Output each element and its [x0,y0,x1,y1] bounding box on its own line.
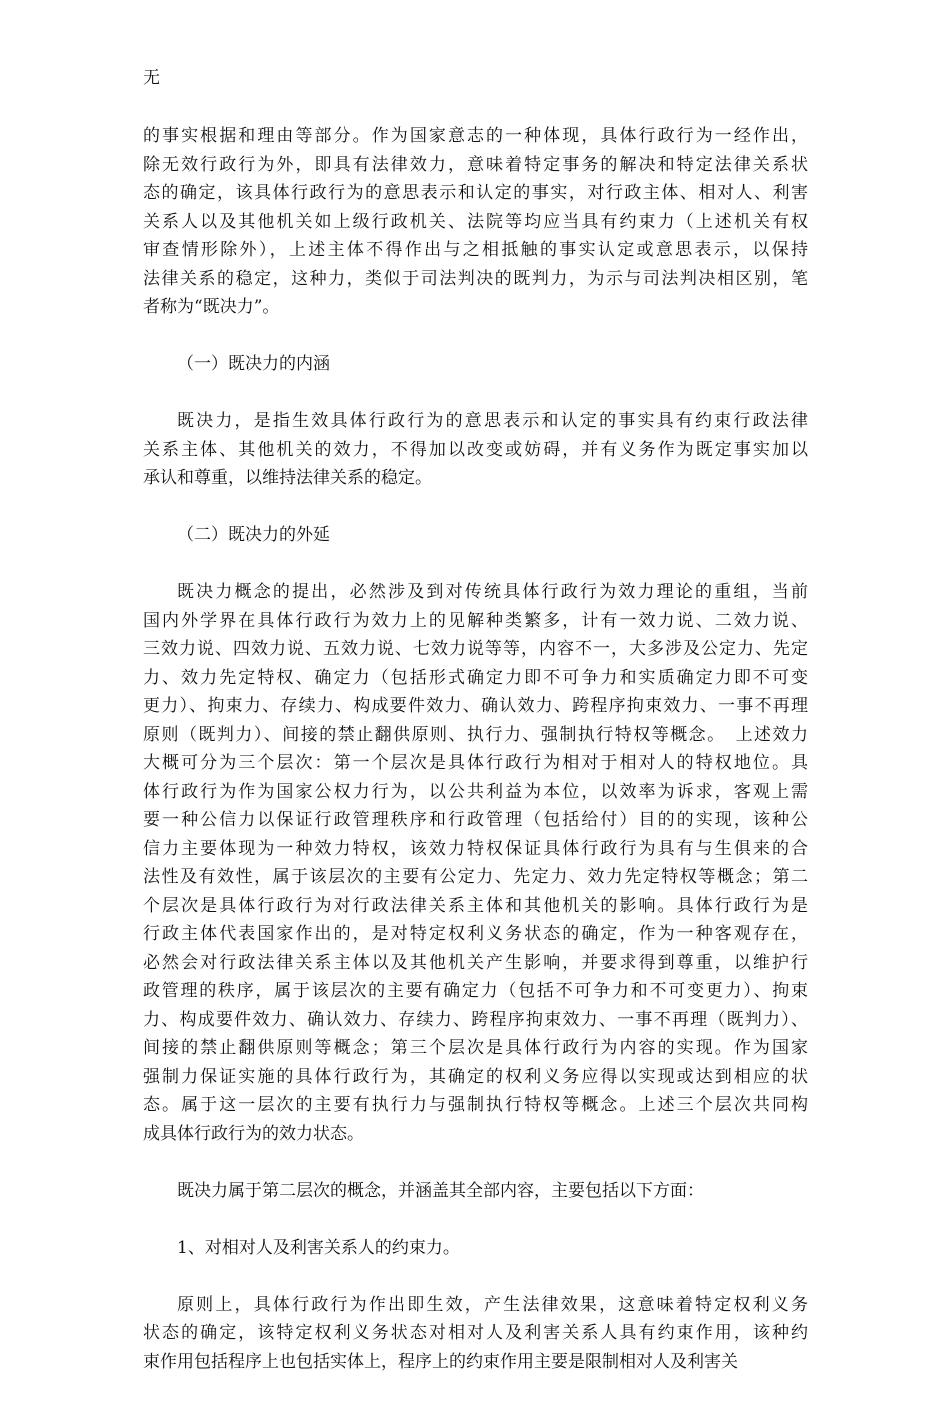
text-line: 体行政行为作为国家公权力行为，以公共利益为本位，以效率为诉求，客观上需 [143,781,808,802]
text-line: 束作用包括程序上也包括实体上，程序上的约束作用主要是限制相对人及利害关 [143,1351,738,1372]
text-line: 信力主要体现为一种效力特权，该效力特权保证具体行政行为具有与生俱来的合 [143,838,808,859]
text-line: 要一种公信力以保证行政管理秩序和行政管理（包括给付）目的的实现，该种公 [143,810,808,830]
text-line: 法律关系的稳定，这种力，类似于司法判决的既判力，为示与司法判决相区别，笔 [143,268,808,289]
paragraph [143,1291,808,1377]
text-line: 法性及有效性，属于该层次的主要有公定力、先定力、效力先定特权等概念；第二 [143,867,808,887]
text-line: 原则（既判力）、间接的禁止翻供原则、执行力、强制执行特权等概念。 上述效力 [143,724,808,745]
text-line: 除无效行政行为外，即具有法律效力，意味着特定事务的解决和特定法律关系状 [143,154,808,175]
document-body [143,122,808,1405]
text-line: 国内外学界在具体行政行为效力上的见解种类繁多，计有一效力说、二效力说、 [143,610,808,631]
text-line: （一）既决力的内涵 [177,354,330,374]
text-line: 成具体行政行为的效力状态。 [143,1123,364,1144]
paragraph [143,521,808,550]
text-line: 态。属于这一层次的主要有执行力与强制执行特权等概念。上述三个层次共同构 [143,1095,808,1115]
text-line: 大概可分为三个层次：第一个层次是具体行政行为相对于相对人的特权地位。具 [143,753,808,773]
text-line: 力、效力先定特权、确定力（包括形式确定力即不可争力和实质确定力即不可变 [143,667,808,688]
paragraph [143,1177,808,1206]
text-line: 既决力概念的提出，必然涉及到对传统具体行政行为效力理论的重组，当前 [177,582,808,602]
text-line: 强制力保证实施的具体行政行为，其确定的权利义务应得以实现或达到相应的状 [143,1066,808,1087]
page-header: 无 [143,68,160,88]
text-line: 原则上，具体行政行为作出即生效，产生法律效果，这意味着特定权利义务 [177,1294,808,1315]
text-line: 1、对相对人及利害关系人的约束力。 [177,1237,460,1258]
text-line: 三效力说、四效力说、五效力说、七效力说等等，内容不一，大多涉及公定力、先定 [143,639,808,659]
text-line: 承认和尊重，以维持法律关系的稳定。 [143,468,432,488]
text-line: 的事实根据和理由等部分。作为国家意志的一种体现，具体行政行为一经作出， [143,126,808,146]
text-line: 既决力，是指生效具体行政行为的意思表示和认定的事实具有约束行政法律 [177,411,808,431]
text-line: 关系人以及其他机关如上级行政机关、法院等均应当具有约束力（上述机关有权 [143,211,808,232]
text-line: 审查情形除外），上述主体不得作出与之相抵触的事实认定或意思表示，以保持 [143,240,808,260]
text-line: 更力）、拘束力、存续力、构成要件效力、确认效力、跨程序拘束效力、一事不再理 [143,696,808,716]
text-line: 政管理的秩序，属于该层次的主要有确定力（包括不可争力和不可变更力）、拘束 [143,981,808,1001]
text-line: 关系主体、其他机关的效力，不得加以改变或妨碍，并有义务作为既定事实加以 [143,439,808,460]
text-line: 间接的禁止翻供原则等概念；第三个层次是具体行政行为内容的实现。作为国家 [143,1038,808,1058]
paragraph [143,122,808,322]
paragraph [143,350,808,379]
text-line: 者称为“既决力”。 [143,297,280,317]
paragraph [143,578,808,1148]
text-line: （二）既决力的外延 [177,525,330,545]
text-line: 必然会对行政法律关系主体以及其他机关产生影响，并要求得到尊重，以维护行 [143,952,808,973]
text-line: 行政主体代表国家作出的，是对特定权利义务状态的确定，作为一种客观存在， [143,924,808,944]
text-line: 状态的确定，该特定权利义务状态对相对人及利害关系人具有约束作用，该种约 [143,1323,808,1343]
text-line: 既决力属于第二层次的概念，并涵盖其全部内容，主要包括以下方面： [177,1180,704,1201]
text-line: 态的确定，该具体行政行为的意思表示和认定的事实，对行政主体、相对人、利害 [143,183,808,203]
paragraph [143,407,808,493]
text-line: 个层次是具体行政行为对行政法律关系主体和其他机关的影响。具体行政行为是 [143,895,808,916]
text-line: 力、构成要件效力、确认效力、存续力、跨程序拘束效力、一事不再理（既判力）、 [143,1009,808,1030]
paragraph [143,1234,808,1263]
